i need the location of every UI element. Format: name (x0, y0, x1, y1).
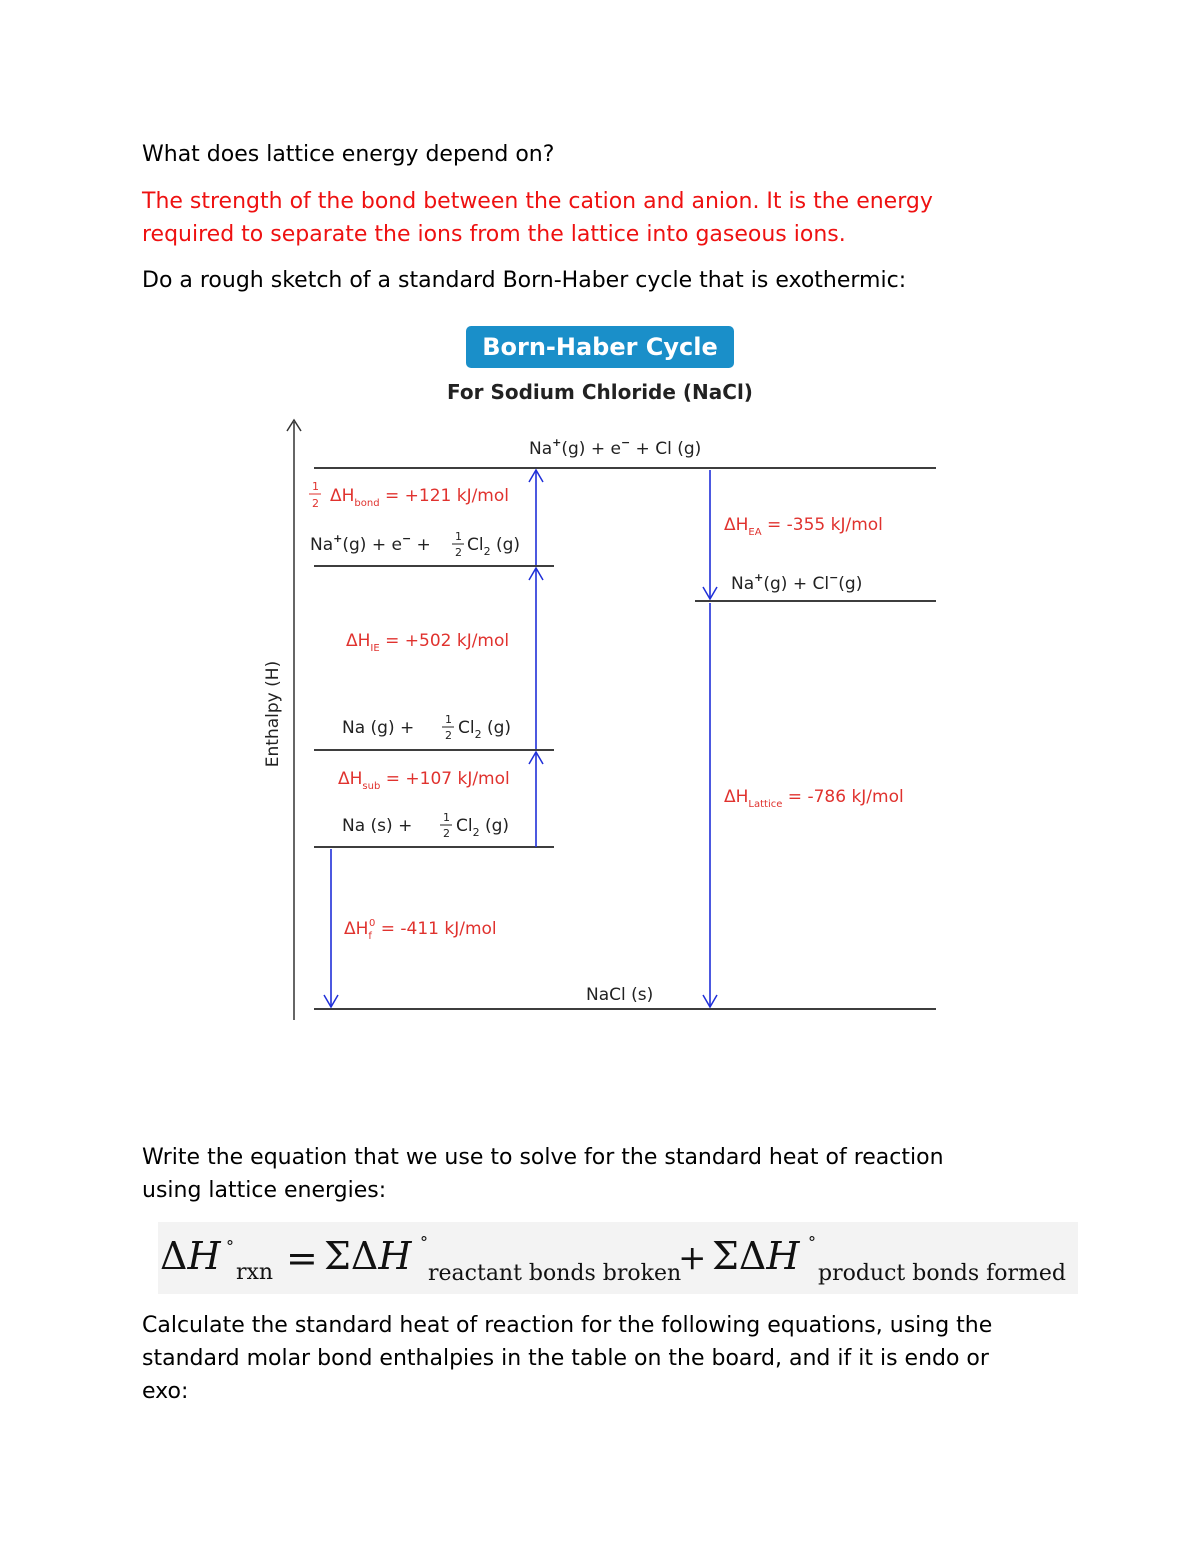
equation-image (158, 1222, 1078, 1294)
enthalpy-formation: $\Delta H_f0 = -411$ kJ/mol (344, 918, 497, 942)
label-ea-level: Na+(g) + Cl−(g) (731, 571, 863, 594)
enthalpy-ea: $\Delta H_{EA} = -355$ kJ/mol (724, 515, 883, 538)
eq-sigma-2: ΣΔH (712, 1234, 800, 1278)
question-equation-line-2: using lattice energies: (142, 1178, 387, 1203)
label-nacl: NaCl (s) (586, 985, 654, 1005)
question-calculate-line-2: standard molar bond enthalpies in the table on the board, and if it is endo or (142, 1346, 989, 1371)
frac-half-1b: 2 (455, 546, 462, 559)
label-top-level: Na+(g) + e− + Cl (g) (529, 436, 702, 459)
frac-half-1: 1 (455, 530, 462, 543)
label-sub-level-cl: $Cl_2$ (g) (456, 816, 510, 839)
frac-half-3: 1 (443, 811, 450, 824)
frac-half-bond: 1 (312, 480, 319, 493)
enthalpy-ie: $\Delta H_{IE} = +502$ kJ/mol (346, 631, 510, 654)
eq-equals: = (286, 1236, 318, 1280)
label-bond-level-cl: $Cl_2$ (g) (467, 535, 521, 558)
question-calculate (142, 1309, 1082, 1408)
question-equation (142, 1141, 1042, 1207)
eq-degree-2: ° (808, 1233, 816, 1252)
eq-term1-sub: reactant bonds broken (428, 1261, 682, 1286)
answer-line-2: required to separate the ions from the lattice into gaseous ions. (142, 222, 846, 247)
question-calculate-line-3: exo: (142, 1379, 189, 1404)
diagram-title: Born-Haber Cycle (482, 333, 718, 361)
eq-plus: + (678, 1238, 707, 1278)
eq-term2-sub: product bonds formed (818, 1261, 1066, 1286)
enthalpy-bond: $\Delta H_{bond} = +121$ kJ/mol (330, 486, 509, 509)
eq-lhs-degree: ° (226, 1237, 234, 1256)
equation-svg (158, 1222, 1078, 1294)
eq-degree-1: ° (420, 1233, 428, 1252)
question-calculate-line-1: Calculate the standard heat of reaction for the following equations, using the (142, 1313, 993, 1338)
y-axis-label: Enthalpy (H) (263, 660, 283, 768)
question-lattice-energy: What does lattice energy depend on? (142, 142, 555, 167)
enthalpy-sub: $\Delta H_{sub} = +107$ kJ/mol (338, 769, 510, 792)
frac-half-bond-b: 2 (312, 497, 319, 510)
enthalpy-lattice: $\Delta H_{Lattice} = -786$ kJ/mol (724, 787, 904, 810)
diagram-subtitle: For Sodium Chloride (NaCl) (447, 380, 753, 404)
frac-half-2: 1 (445, 713, 452, 726)
born-haber-diagram (240, 318, 960, 1028)
eq-lhs: ΔH (160, 1234, 221, 1278)
answer-line-1: The strength of the bond between the cation and anion. It is the energy (142, 189, 933, 214)
eq-lhs-sub: rxn (236, 1260, 274, 1285)
question-sketch-cycle: Do a rough sketch of a standard Born-Haber cycle that is exothermic: (142, 268, 907, 293)
frac-half-3b: 2 (443, 827, 450, 840)
label-bond-level: Na+(g) + e− + (310, 532, 431, 555)
label-ie-level-cl: $Cl_2$ (g) (458, 718, 512, 741)
frac-half-2b: 2 (445, 729, 452, 742)
label-ie-level: Na (g) + (342, 718, 415, 738)
eq-sigma-1: ΣΔH (324, 1234, 412, 1278)
answer-lattice-energy (142, 185, 1042, 251)
question-equation-line-1: Write the equation that we use to solve for the standard heat of reaction (142, 1145, 944, 1170)
label-sub-level: Na (s) + (342, 816, 413, 836)
